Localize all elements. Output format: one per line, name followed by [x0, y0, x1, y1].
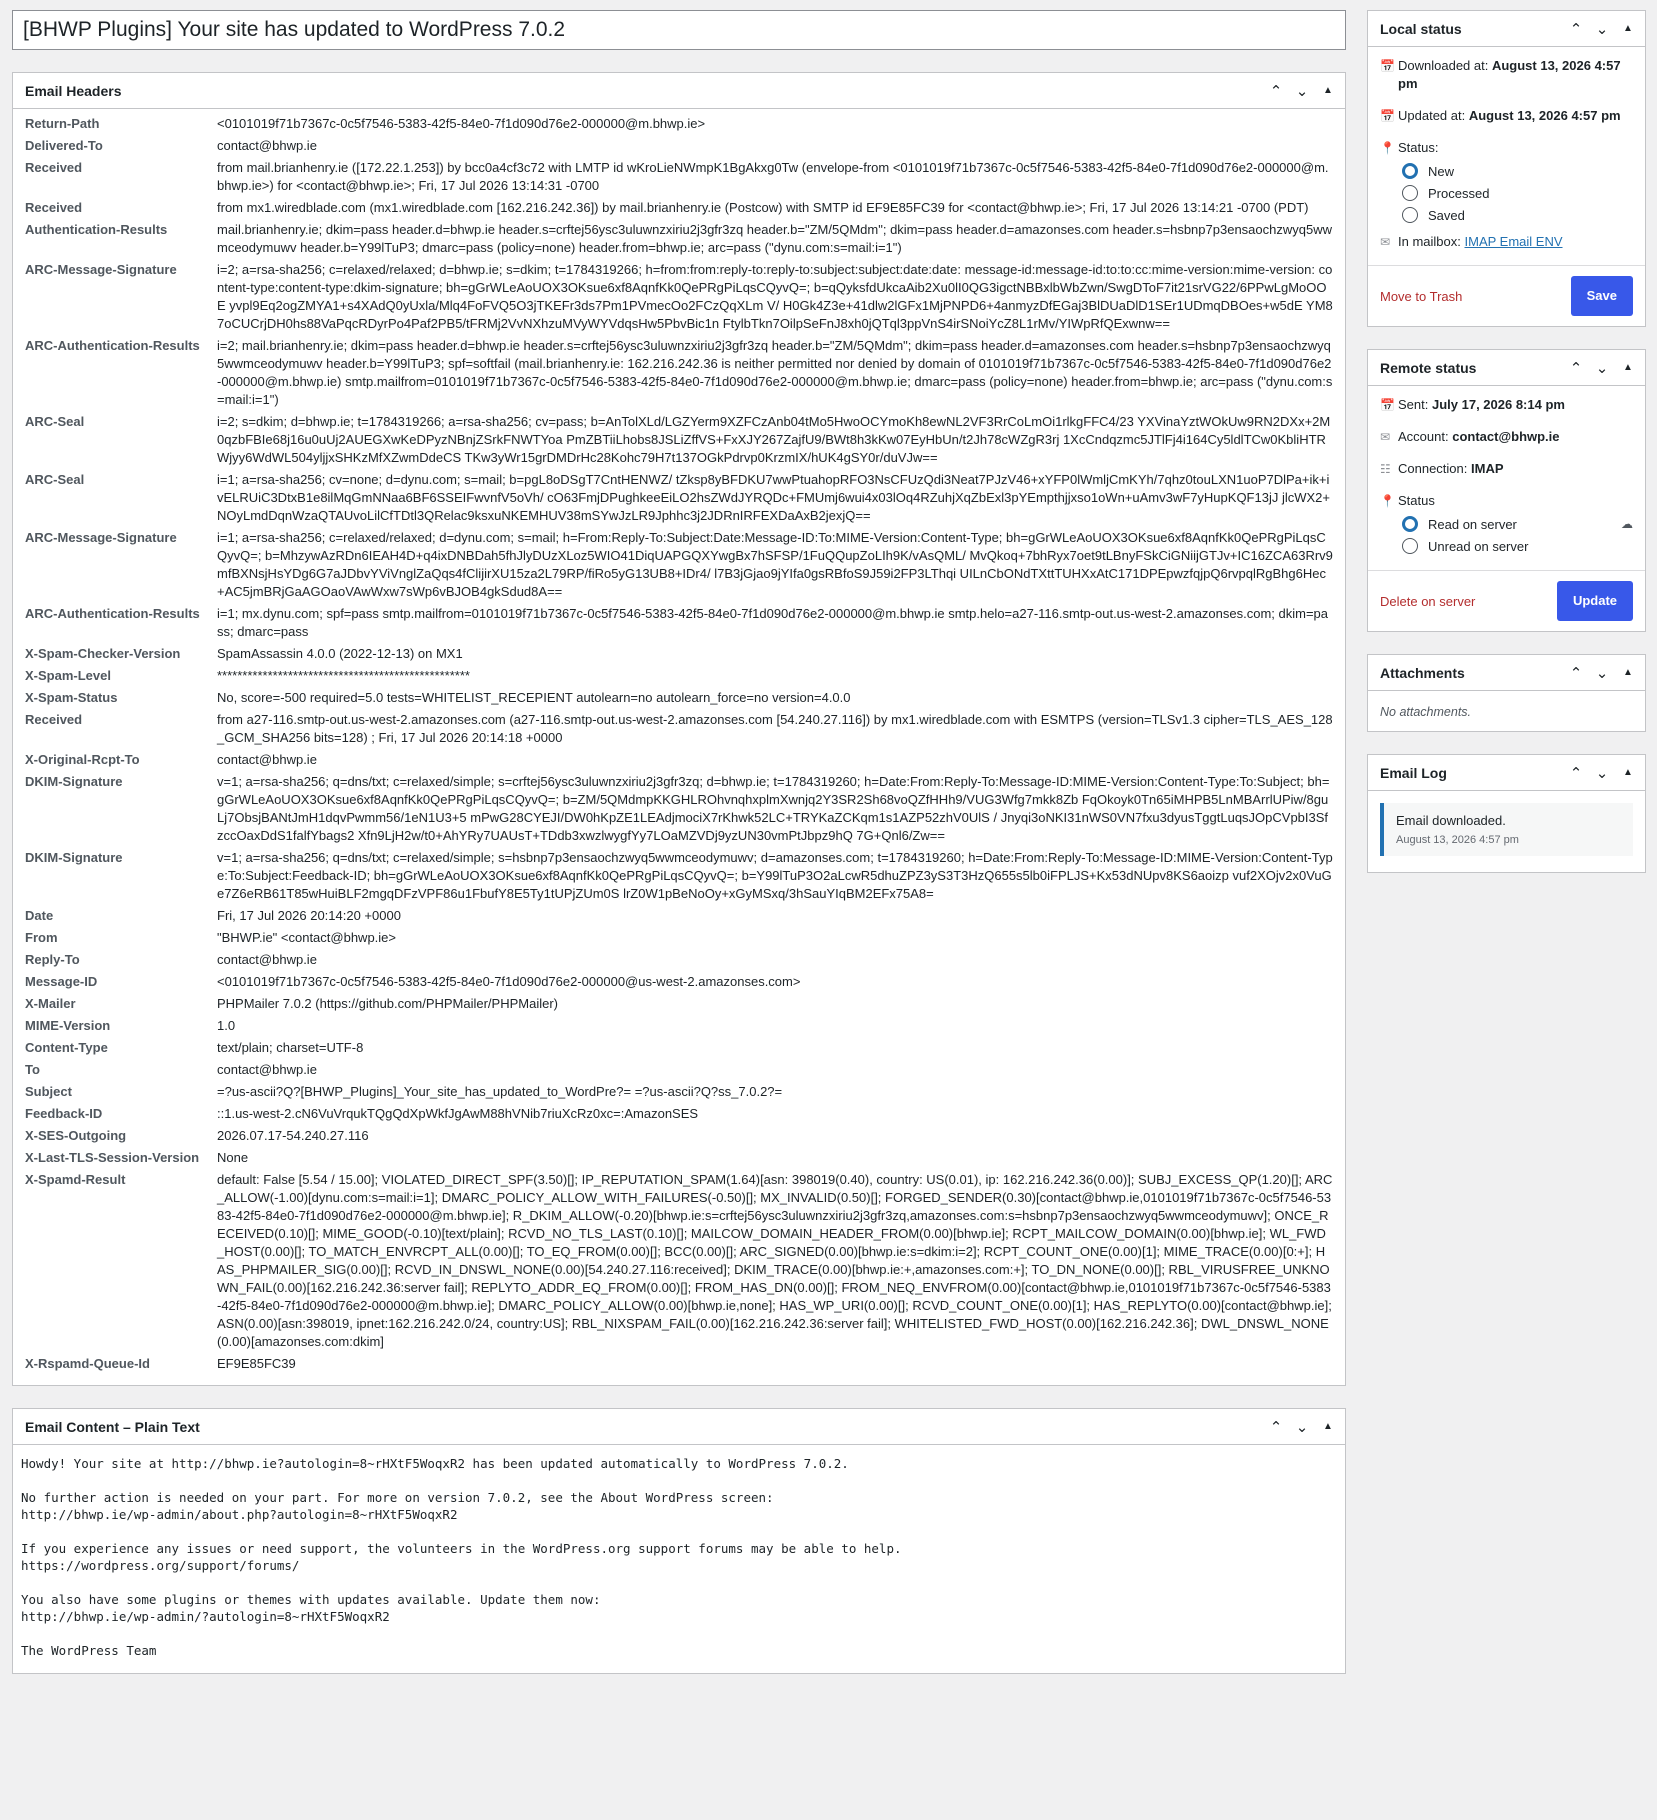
collapse-toggle-icon[interactable]: ▲: [1323, 85, 1333, 96]
header-key: Delivered-To: [25, 138, 103, 153]
panel-controls: [1563, 664, 1645, 682]
panel-title: Attachments: [1380, 664, 1465, 681]
panel-header: [1368, 755, 1645, 791]
panel-title: Email Headers: [25, 82, 122, 99]
downloaded-at: [1380, 57, 1633, 93]
move-down-icon[interactable]: ⌄: [1595, 359, 1609, 377]
header-key: ARC-Authentication-Results: [25, 606, 200, 621]
header-key: To: [25, 1062, 40, 1077]
radio-button[interactable]: [1402, 207, 1418, 223]
header-value: from mx1.wiredblade.com (mx1.wiredblade.com [162.216.242.36]) by mail.brianhenry.ie (Postcow) with SMTP id EF9E85FC39 for <contact@bhwp.ie>; Fri, 17 Jul 2026 13:14:21 -0700 (PDT): [217, 200, 1309, 215]
header-key: Feedback-ID: [25, 1106, 103, 1121]
header-value: No, score=-500 required=5.0 tests=WHITELIST_RECEPIENT autolearn=no autolearn_force=no version=4.0.0: [217, 690, 851, 705]
header-key: X-Mailer: [25, 996, 76, 1011]
calendar-icon: 📅: [1380, 109, 1395, 123]
save-button[interactable]: Save: [1571, 276, 1633, 316]
header-value: Fri, 17 Jul 2026 20:14:20 +0000: [217, 908, 401, 923]
log-list: [1368, 803, 1645, 856]
header-key: X-Original-Rcpt-To: [25, 752, 140, 767]
email-headers-panel: [12, 72, 1346, 1386]
panel-controls: [1263, 82, 1345, 100]
header-value: contact@bhwp.ie: [217, 752, 317, 767]
radio-option[interactable]: [1402, 516, 1633, 532]
header-row: [25, 773, 1333, 845]
update-button[interactable]: Update: [1557, 581, 1633, 621]
header-row: [25, 973, 1333, 991]
header-row: [25, 751, 1333, 769]
header-key: ARC-Authentication-Results: [25, 338, 200, 353]
header-row: [25, 849, 1333, 903]
headers-list: [13, 109, 1345, 1385]
header-key: Date: [25, 908, 54, 923]
main-column: [12, 10, 1346, 1696]
header-value: i=1; mx.dynu.com; spf=pass smtp.mailfrom=0101019f71b7367c-0c5f7546-5383-42f5-84e0-7f1d090d76e2-000000@m.bhwp.ie smtp.helo=a27-116.smtp-out.us-west-2.amazonses.com; dkim=pass; dmarc=pass: [217, 606, 1329, 639]
radio-button[interactable]: [1402, 185, 1418, 201]
header-value: i=1; a=rsa-sha256; c=relaxed/relaxed; d=dynu.com; s=mail; h=From:Reply-To:Subject:Date:Message-ID:To:MIME-Version:Content-Type; bh=gGrWLeAoUOX3OKsue6xf8AqnfKk0QePRgPiLqsCQyvQ=; b=MhzywAzRDn6IEAH4D+q4ixDNBDah5fhJlyDUzXLoz5WIO41DiqUAPGQXYwgBx7hSFSP/1FuQQupZoLIh9K/vAsQML/ MvQkoq+7bhRyx7oet9tLBnyFSkCiGNiijGTJv+IC16ZCA63Rrv9mfBXNsjHsYDg6G7aJDbvYViVnglZaQqs4fClijirXU15za2L79RP/fiRo5yG13UB8+IDr4/ l7B3jGjao9jYIfa0gsRBfoS9J59i2FP3LThqi UILnCbONdTXttTUHXxAtC171DPEpwzfqjpQ6rvpqlRgBhg6Hec+AC5jmBRjGaAGOaoVAwWxw7sWp6vBJOB4gkSdud8A==: [217, 530, 1333, 599]
move-down-icon[interactable]: ⌄: [1595, 20, 1609, 38]
no-attachments-text: No attachments.: [1380, 705, 1472, 719]
header-value: <0101019f71b7367c-0c5f7546-5383-42f5-84e0-7f1d090d76e2-000000@m.bhwp.ie>: [217, 116, 706, 131]
email-subject-title[interactable]: [BHWP Plugins] Your site has updated to WordPress 7.0.2: [12, 10, 1346, 50]
connection-label: Connection:: [1398, 461, 1468, 476]
move-to-trash-link[interactable]: Move to Trash: [1380, 288, 1463, 304]
move-down-icon[interactable]: ⌄: [1295, 1418, 1309, 1436]
panel-controls: [1263, 1418, 1345, 1436]
header-value: =?us-ascii?Q?[BHWP_Plugins]_Your_site_has_updated_to_WordPre?= =?us-ascii?Q?ss_7.0.2?=: [217, 1084, 783, 1099]
sent-value: July 17, 2026 8:14 pm: [1431, 397, 1565, 412]
header-key: X-Last-TLS-Session-Version: [25, 1150, 200, 1165]
header-value: contact@bhwp.ie: [217, 952, 317, 967]
account-label: Account:: [1398, 429, 1449, 444]
header-row: [25, 337, 1333, 409]
header-value: contact@bhwp.ie: [217, 1062, 317, 1077]
sent-label: Sent:: [1398, 397, 1429, 412]
panel-title: Remote status: [1380, 359, 1477, 376]
email-body-text: Howdy! Your site at http://bhwp.ie?autologin=8~rHXtF5WoqxR2 has been updated automatically to WordPress 7.0.2. No further action is needed on your part. For more on version 7.0.2, see the About WordPress screen: http://bhwp.ie/wp-admin/about.php?autologin=8~rHXtF5WoqxR2 If you experience any issues or need support, the volunteers in the WordPress.org support forums may be able to help. https://wordpress.org/support/forums/ You also have some plugins or themes with updates available. Update them now: http://bhwp.ie/wp-admin/?autologin=8~rHXtF5WoqxR2 The WordPress Team: [21, 1456, 902, 1658]
account-value: contact@bhwp.ie: [1452, 429, 1560, 444]
move-up-icon[interactable]: ⌃: [1569, 664, 1583, 682]
connection-value: IMAP: [1471, 461, 1504, 476]
pin-icon: 📍: [1380, 494, 1395, 508]
panel-title: Email Log: [1380, 764, 1447, 781]
connection-row: [1380, 460, 1633, 478]
header-value: text/plain; charset=UTF-8: [217, 1040, 364, 1055]
header-key: DKIM-Signature: [25, 850, 123, 865]
header-value: SpamAssassin 4.0.0 (2022-12-13) on MX1: [217, 646, 463, 661]
radio-option[interactable]: [1402, 538, 1633, 554]
header-key: From: [25, 930, 58, 945]
header-value: v=1; a=rsa-sha256; q=dns/txt; c=relaxed/simple; s=hsbnp7p3ensaochzwyq5wwmceodymuwv; d=amazonses.com; t=1784319260; h=Date:From:Reply-To:Message-ID:MIME-Version:Content-Type:To:Subject:Feedback-ID; bh=gGrWLeAoUOX3OKsue6xf8AqnfKk0QePRgPiLqsCQyvQ=; b=Y99lTuP3O2aLcwR5dhuZPZ3yS3T3HzQ655s5lb0iFPLJS+Kx53dNUpv8KS6aoizp vuf2XOjv2x0VuGe7Z6eRB61T85wHuiBLF2mgqDFzVPF86u1FbufY8E5Ty1tUPjZUm0S lrZ0W1pBeNoOy+xGyMSxq/3hSauYIqBM2EFx75A8=: [217, 850, 1333, 901]
header-row: [25, 689, 1333, 707]
remote-status-body: [1368, 386, 1645, 570]
envelope-icon: ✉: [1380, 235, 1391, 249]
move-up-icon[interactable]: ⌃: [1269, 82, 1283, 100]
header-key: Content-Type: [25, 1040, 108, 1055]
header-row: [25, 605, 1333, 641]
remote-status-options: [1380, 516, 1633, 554]
envelope-icon: ✉: [1380, 430, 1391, 444]
panel-controls: [1563, 359, 1645, 377]
local-status-body: [1368, 47, 1645, 265]
move-down-icon[interactable]: ⌄: [1595, 764, 1609, 782]
header-row: [25, 1061, 1333, 1079]
move-up-icon[interactable]: ⌃: [1569, 20, 1583, 38]
header-row: [25, 1355, 1333, 1373]
header-key: MIME-Version: [25, 1018, 111, 1033]
header-value: None: [217, 1150, 249, 1165]
move-down-icon[interactable]: ⌄: [1295, 82, 1309, 100]
header-key: Message-ID: [25, 974, 98, 989]
header-row: [25, 221, 1333, 257]
pin-icon: 📍: [1380, 141, 1395, 155]
mailbox-row: [1380, 233, 1633, 251]
radio-label: Saved: [1428, 207, 1465, 223]
header-key: Received: [25, 200, 83, 215]
local-status-panel: [1367, 10, 1646, 327]
radio-label: New: [1428, 163, 1455, 179]
header-row: [25, 159, 1333, 195]
header-row: [25, 1171, 1333, 1351]
header-key: Authentication-Results: [25, 222, 168, 237]
header-value: default: False [5.54 / 15.00]; VIOLATED_DIRECT_SPF(3.50)[]; IP_REPUTATION_SPAM(1.64)[asn: 398019(0.40), country: US(0.01), ip: 162.216.242.36(0.00)]; SUBJ_EXCESS_QP(1.20)[]; ARC_ALLOW(-1.00)[dynu.com:s=mail:i=1]; DMARC_POLICY_ALLOW_WITH_FAILURES(-0.50)[]; MX_INVALID(0.50)[]; FORGED_SENDER(0.30)[contact@bhwp.ie,0101019f71b7367c-0c5f7546-5383-42f5-84e0-7f1d090d76e2-000000@m.bhwp.ie]; R_DKIM_ALLOW(-0.20)[bhwp.ie:s=crftej56ysc3uluwnzxiriu2j3gfr3zq,amazonses.com:s=hsbnp7p3ensaochzwyq5wwmceodymuwv]; ONCE_RECEIVED(0.10)[]; MIME_GOOD(-0.10)[text/plain]; RCVD_NO_TLS_LAST(0.10)[]; MAILCOW_DOMAIN_HEADER_FROM(0.00)[bhwp.ie]; RCPT_MAILCOW_DOMAIN(0.00)[bhwp.ie]; WL_FWD_HOST(0.00)[]; TO_MATCH_ENVRCPT_ALL(0.00)[]; TO_EQ_FROM(0.00)[]; BCC(0.00)[]; ARC_SIGNED(0.00)[bhwp.ie:s=dkim:i=2]; RCPT_COUNT_ONE(0.00)[1]; MIME_TRACE(0.00)[0:+]; HAS_PHPMAILER_SIG(0.00)[]; RCVD_IN_DNSWL_NONE(0.00)[54.240.27.116:received]; DKIM_TRACE(0.00)[bhwp.ie:+,amazonses.com:+]; TO_DN_NONE(0.00)[]; RBL_VIRUSFREE_UNKNOWN_FAIL(0.00)[162.216.242.36:server fail]; REPLYTO_ADDR_EQ_FROM(0.00)[]; FROM_HAS_DN(0.00)[]; FROM_NEQ_ENVFROM(0.00)[contact@bhwp.ie,0101019f71b7367c-0c5f7546-5383-42f5-84e0-7f1d090d76e2-000000@m.bhwp.ie]; DMARC_POLICY_ALLOW(0.00)[bhwp.ie,none]; HAS_WP_URI(0.00)[]; RCVD_COUNT_ONE(0.00)[1]; HAS_REPLYTO(0.00)[contact@bhwp.ie]; ASN(0.00)[asn:398019, ipnet:162.216.242.0/24, country:US]; RBL_NIXSPAM_FAIL(0.00)[162.216.242.36:server fail]; WHITELISTED_FWD_HOST(0.00)[162.216.242.36]; DWL_DNSWL_NONE(0.00)[amazonses.com:dkim]: [217, 1172, 1335, 1349]
remote-status-panel: [1367, 349, 1646, 632]
panel-header: [1368, 655, 1645, 691]
panel-header: [1368, 350, 1645, 386]
downloaded-value: August 13, 2026 4:57 pm: [1398, 58, 1621, 91]
move-up-icon[interactable]: ⌃: [1569, 764, 1583, 782]
header-key: Reply-To: [25, 952, 80, 967]
collapse-toggle-icon[interactable]: ▲: [1623, 23, 1633, 34]
remote-status-label: Status: [1398, 493, 1435, 508]
header-row: [25, 711, 1333, 747]
header-value: i=2; a=rsa-sha256; c=relaxed/relaxed; d=bhwp.ie; s=dkim; t=1784319266; h=from:from:reply-to:reply-to:subject:subject:date:date: message-id:message-id:to:to:cc:mime-version:mime-version: content-type:content-type:dkim-signature; bh=gGrWLeAoUOX3OKsue6xf8AqnfKk0QePRgPiLqsCQyvQ=; b=qQyksfdUkcaAib2Xu0lI0QG3igctNBBxlbWbZwn/SwgDToF7it21srVG22/6PPwLgMoOOE yvpl9Eq2ogZMYA1+s4XAdQ0yUxla/Mlq4FoFVQ5O3jTKEFr3ds7Pm1PVmecOo2FCzQqXLm V/ H0Gk4Z3e+41dlw2lGFx1MjPNPD6+4anmyzDfEGaj3BlDUaDlD1SEr1UDmqDBOes+w5dE YM87oCUCrjDH0hs88VaPqcRDyrPo4Paf2PB5/tFRMj2VvNXhzuMVyWYVdqsHw5PbvBic1n FtylbTkn7OilpSeFnJ8xh0jQTql3ppVnS4irSNoiYcZ8L1rMv/YIWpRfQExwnw==: [217, 262, 1333, 331]
downloaded-label: Downloaded at:: [1398, 58, 1489, 73]
collapse-toggle-icon[interactable]: ▲: [1623, 767, 1633, 778]
status-row: [1380, 139, 1633, 157]
radio-option[interactable]: [1402, 163, 1633, 179]
header-key: DKIM-Signature: [25, 774, 123, 789]
local-status-footer: [1368, 265, 1645, 326]
calendar-icon: 📅: [1380, 398, 1395, 412]
calendar-icon: 📅: [1380, 59, 1395, 73]
log-entry: [1380, 803, 1633, 856]
account-row: [1380, 428, 1633, 446]
panel-controls: [1563, 20, 1645, 38]
header-row: [25, 199, 1333, 217]
header-value: from a27-116.smtp-out.us-west-2.amazonses.com (a27-116.smtp-out.us-west-2.amazonses.com [54.240.27.116]) by mx1.wiredblade.com with ESMTPS (version=TLSv1.3 cipher=TLS_AES_128_GCM_SHA256 bits=128) ; Fri, 17 Jul 2026 20:14:18 +0000: [217, 712, 1333, 745]
panel-header: [13, 1409, 1345, 1445]
network-icon: ☷: [1380, 462, 1391, 476]
header-key: X-Spam-Checker-Version: [25, 646, 181, 661]
status-label: Status:: [1398, 140, 1439, 155]
header-key: Subject: [25, 1084, 72, 1099]
header-row: [25, 115, 1333, 133]
header-value: i=2; mail.brianhenry.ie; dkim=pass header.d=bhwp.ie header.s=crftej56ysc3uluwnzxiriu2j3gfr3zq header.b="ZM/5QMdm"; dkim=pass header.d=amazonses.com header.s=hsbnp7p3ensaochzwyq5wwmceodymuwv header.b=Y99lTuP3; spf=softfail (mail.brianhenry.ie: 162.216.242.36 is neither permitted nor denied by domain of 0101019f71b7367c-0c5f7546-5383-42f5-84e0-7f1d090d76e2-000000@m.bhwp.ie) smtp.mailfrom=0101019f71b7367c-0c5f7546-5383-42f5-84e0-7f1d090d76e2-000000@m.bhwp.ie; dmarc=pass (policy=none) header.from=bhwp.ie; arc=pass ("dynu.com:s=mail:i=1"): [217, 338, 1333, 407]
header-value: **************************************************: [217, 668, 470, 683]
header-value: contact@bhwp.ie: [217, 138, 317, 153]
local-status-options: [1380, 163, 1633, 223]
header-value: i=2; s=dkim; d=bhwp.ie; t=1784319266; a=rsa-sha256; cv=pass; b=AnTolXLd/LGZYerm9XZFCzAnb04tMo5HwoOCYmoKh8ewNL2VF3RrCoLmOi1rlkgFFC4/23 YXVinaYztWOkUw9RN2DXx+2M0qzbFBIe68j16u0uUj2AUEGXwKeDPyzNBnjZSrkFNWTYoa PmZBTiiLhobs8JSLiZffVS+FxXJY267ZajfU9/BWt8h3kKw07EyHbUn/t2Jh78cWZgR3rj 1XcCndqzmc5JTlFj4i164Cy5ldlTCw0KbliHTRWjyy6WdWL504yljjxSHKzMfXZwmDdeCS TKw3yWr15grDMDrHc28Kohc79H7t137OGkPdrvp0KrzmIX/hUK4gSY0r/duVJw==: [217, 414, 1331, 465]
radio-option[interactable]: [1402, 185, 1633, 201]
header-value: PHPMailer 7.0.2 (https://github.com/PHPMailer/PHPMailer): [217, 996, 559, 1011]
radio-option[interactable]: [1402, 207, 1633, 223]
header-row: [25, 995, 1333, 1013]
header-key: X-Rspamd-Queue-Id: [25, 1356, 150, 1371]
header-value: 2026.07.17-54.240.27.116: [217, 1128, 369, 1143]
header-value: i=1; a=rsa-sha256; cv=none; d=dynu.com; s=mail; b=pgL8oDSgT7CntHENWZ/ tZksp8yBFDKU7wwPtuahopRFO3NsCFUzQdi3Neat7PJzV46+xYFP0lWmljCmKYh/7qhz0touLXN1uoP7DlPa+ik+ivELRUiC3DtxB1e8ilMqGmNNaa6BF6SSEIFwvnfV5oVh/ cO63FmjDPughkeeEiLO2hsZWdJYRQDc+FMUmj6wui4x03lOq4RZuhjXqZbExl3pYEmpthjjxso1oWn+uAmv3wF7yHupKQF13jJ jlcWX2+NOyLmdDqnWzaQTAUvoLilCfTDtl3QRelac9ksxuNKEMHUV38mSYwJzLR9Jphhc3j2JDRnIRFEXDaAxB2jexjQ==: [217, 472, 1330, 523]
header-value: mail.brianhenry.ie; dkim=pass header.d=bhwp.ie header.s=crftej56ysc3uluwnzxiriu2j3gfr3zq header.b="ZM/5QMdm"; dkim=pass header.d=amazonses.com header.s=hsbnp7p3ensaochzwyq5wwmceodymuwv header.b=Y99lTuP3; dmarc=pass (policy=none) header.from=bhwp.ie; arc=pass ("dynu.com:s=mail:i=1"): [217, 222, 1332, 255]
header-row: [25, 413, 1333, 467]
header-key: X-Spamd-Result: [25, 1172, 126, 1187]
collapse-toggle-icon[interactable]: ▲: [1623, 362, 1633, 373]
delete-on-server-link[interactable]: Delete on server: [1380, 593, 1476, 609]
panel-title: Email Content – Plain Text: [25, 1418, 200, 1435]
header-row: [25, 137, 1333, 155]
header-row: [25, 529, 1333, 601]
header-key: ARC-Message-Signature: [25, 262, 177, 277]
header-value: <0101019f71b7367c-0c5f7546-5383-42f5-84e0-7f1d090d76e2-000000@us-west-2.amazonses.com>: [217, 974, 801, 989]
updated-at: [1380, 107, 1633, 125]
log-time: August 13, 2026 4:57 pm: [1396, 834, 1519, 846]
header-row: [25, 907, 1333, 925]
header-row: [25, 1149, 1333, 1167]
mailbox-label: In mailbox:: [1398, 234, 1461, 249]
header-key: X-Spam-Level: [25, 668, 111, 683]
header-value: 1.0: [217, 1018, 236, 1033]
remote-status-row: [1380, 492, 1633, 510]
sidebar: [1367, 10, 1646, 895]
panel-header: [13, 73, 1345, 109]
header-key: Received: [25, 712, 83, 727]
header-row: [25, 1083, 1333, 1101]
header-key: Received: [25, 160, 83, 175]
radio-button[interactable]: [1402, 538, 1418, 554]
attachments-panel: [1367, 654, 1646, 732]
header-value: ::1.us-west-2.cN6VuVrqukTQgQdXpWkfJgAwM88hVNib7riuXcRz0xc=:AmazonSES: [217, 1106, 699, 1121]
radio-button[interactable]: [1402, 163, 1418, 179]
header-row: [25, 951, 1333, 969]
remote-status-footer: [1368, 570, 1645, 631]
email-log-panel: [1367, 754, 1646, 873]
panel-header: [1368, 11, 1645, 47]
collapse-toggle-icon[interactable]: ▲: [1623, 667, 1633, 678]
move-up-icon[interactable]: ⌃: [1269, 1418, 1283, 1436]
header-key: ARC-Message-Signature: [25, 530, 177, 545]
header-value: from mail.brianhenry.ie ([172.22.1.253]) by bcc0a4cf3c72 with LMTP id wKroLieNWmpK1BgAkxg0Tw (envelope-from <0101019f71b7367c-0c5f7546-5383-42f5-84e0-7f1d090d76e2-000000@m.bhwp.ie>) for <contact@bhwp.ie>; Fri, 17 Jul 2026 13:14:31 -0700: [217, 160, 1329, 193]
header-row: [25, 1039, 1333, 1057]
header-row: [25, 1127, 1333, 1145]
header-value: v=1; a=rsa-sha256; q=dns/txt; c=relaxed/simple; s=crftej56ysc3uluwnzxiriu2j3gfr3zq; d=bhwp.ie; t=1784319260; h=Date:From:Reply-To:Message-ID:MIME-Version:Content-Type:To:Subject; bh=gGrWLeAoUOX3OKsue6xf8AqnfKk0QePRgPiLqsCQyvQ=; b=ZM/5QMdmpKKGHLROhvnqhxplmXwnjq2Y3SR2Sh68voQZfHHh9/VUG3Wfg7mkk8Zb FqOkoyk0Tn65iMHPB5LnMBArrlUPiw/8guLj7ObsjBANtJmH1dqvPwmm56/1eN1U3+5 mPwG28CYEJI/DW0hKpZE1LEAdjmociX7rKhwk52LC+TRYKaZCKqm1s1AZP52zhV0UlS / Jnyqi3oNKI31nWS0VN7fxu3dyusTggtLuqsJOpCVpbI3SfzccOaxDdS1falfYbags2 Xfn9LjH2w/t0+AhYRy7UAUsT+TDdb3xwzlwygfYy7LOaMZVDj9yzUN30vmPtJbpz9hQ 7G+Qnl6/Zw==: [217, 774, 1330, 843]
email-content-panel: [12, 1408, 1346, 1674]
header-row: [25, 667, 1333, 685]
header-key: ARC-Seal: [25, 472, 85, 487]
radio-label: Unread on server: [1428, 538, 1529, 554]
header-key: X-SES-Outgoing: [25, 1128, 127, 1143]
radio-label: Read on server: [1428, 516, 1517, 532]
header-key: X-Spam-Status: [25, 690, 118, 705]
radio-button[interactable]: [1402, 516, 1418, 532]
updated-label: Updated at:: [1398, 108, 1466, 123]
log-text: Email downloaded.: [1396, 813, 1506, 828]
header-value: "BHWP.ie" <contact@bhwp.ie>: [217, 930, 396, 945]
header-row: [25, 471, 1333, 525]
sent-row: [1380, 396, 1633, 414]
header-key: Return-Path: [25, 116, 100, 131]
header-row: [25, 261, 1333, 333]
move-up-icon[interactable]: ⌃: [1569, 359, 1583, 377]
updated-value: August 13, 2026 4:57 pm: [1468, 108, 1621, 123]
header-key: ARC-Seal: [25, 414, 85, 429]
header-row: [25, 929, 1333, 947]
mailbox-link[interactable]: IMAP Email ENV: [1464, 234, 1563, 249]
header-row: [25, 645, 1333, 663]
header-row: [25, 1017, 1333, 1035]
move-down-icon[interactable]: ⌄: [1595, 664, 1609, 682]
panel-title: Local status: [1380, 20, 1462, 37]
collapse-toggle-icon[interactable]: ▲: [1323, 1421, 1333, 1432]
header-value: EF9E85FC39: [217, 1356, 296, 1371]
radio-label: Processed: [1428, 185, 1490, 201]
panel-controls: [1563, 764, 1645, 782]
cloud-icon: ☁: [1621, 517, 1633, 531]
header-row: [25, 1105, 1333, 1123]
